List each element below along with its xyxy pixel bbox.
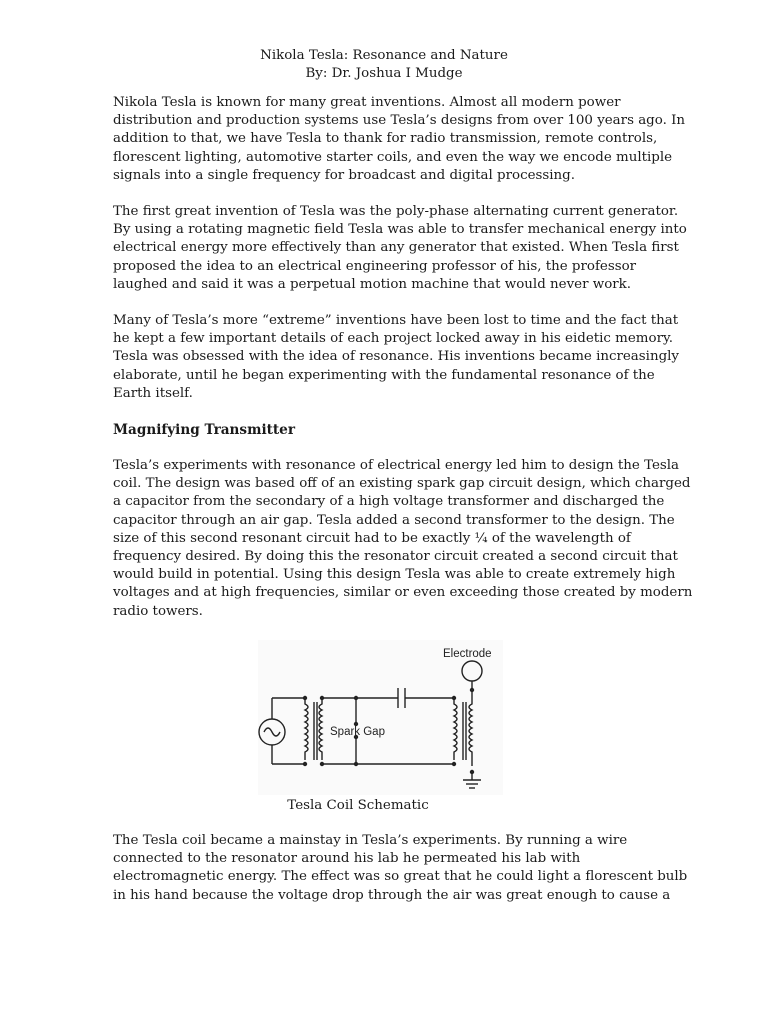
tesla-primary-coil (454, 698, 457, 760)
text-line: By using a rotating magnetic field Tesla was able to transfer mechanical energy into (113, 222, 687, 238)
text-line: capacitor through an air gap. Tesla added a second transformer to the design. The (113, 512, 675, 528)
text-line: Tesla was obsessed with the idea of resonance. His inventions became increasingly (113, 349, 679, 365)
text-line: Nikola Tesla is known for many great inventions. Almost all modern power (113, 95, 621, 110)
electrode-label: Electrode (443, 648, 492, 660)
transformer-primary-coil (305, 698, 308, 760)
paragraph-generator (113, 203, 687, 294)
text-line: coil. The design was based off of an existing spark gap circuit design, which charged (113, 476, 691, 492)
text-line: a capacitor from the secondary of a high voltage transformer and discharged the (113, 494, 665, 510)
electrode-icon (462, 661, 482, 681)
text-line: proposed the idea to an electrical engineering professor of his, the professor (113, 258, 637, 274)
paragraph-resonance (113, 312, 679, 403)
paragraph-magnifying-transmitter (113, 457, 693, 621)
text-line: voltages and at high frequencies, similar or even exceeding those created by modern (113, 585, 693, 601)
text-line: florescent lighting, automotive starter coils, and even the way we encode multiple (113, 149, 673, 165)
figure-caption: Tesla Coil Schematic (287, 798, 429, 813)
document-title: Nikola Tesla: Resonance and Nature (260, 48, 508, 63)
text-line: electromagnetic energy. The effect was so great that he could light a florescent bulb (113, 869, 688, 885)
text-line: radio towers. (113, 603, 203, 619)
text-line: in his hand because the voltage drop through the air was great enough to cause a (113, 887, 671, 903)
paragraph-intro (113, 94, 686, 185)
text-line: addition to that, we have Tesla to thank for radio transmission, remote controls, (113, 131, 658, 147)
text-line: Earth itself. (113, 385, 193, 401)
document-byline: By: Dr. Joshua I Mudge (305, 66, 463, 81)
section-heading: Magnifying Transmitter (113, 422, 295, 438)
tesla-coil-schematic (258, 640, 503, 795)
text-line: distribution and production systems use Tesla’s designs from over 100 years ago. In (113, 113, 686, 129)
text-line: Tesla’s experiments with resonance of electrical energy led him to design the Tesla (113, 458, 680, 473)
text-line: would build in potential. Using this design Tesla was able to create extremely high (113, 567, 676, 583)
sine-wave-icon (264, 728, 280, 736)
text-line: he kept a few important details of each project locked away in his eidetic memory. (113, 331, 674, 347)
text-line: size of this second resonant circuit had to be exactly ¼ of the wavelength of (113, 530, 631, 546)
title-block (0, 47, 768, 83)
spark-gap-label: Spark Gap (330, 726, 385, 738)
tesla-secondary-coil (469, 690, 472, 766)
schematic-diagram (258, 640, 503, 795)
text-line: connected to the resonator around his lab he permeated his lab with (113, 851, 581, 867)
text-line: Many of Tesla’s more “extreme” inventions have been lost to time and the fact that (113, 313, 679, 328)
text-line: signals into a single frequency for broadcast and digital processing. (113, 167, 575, 183)
paragraph-closing (113, 832, 688, 905)
text-line: elaborate, until he began experimenting with the fundamental resonance of the (113, 367, 655, 383)
text-line: laughed and said it was a perpetual motion machine that would never work. (113, 276, 632, 292)
text-line: electrical energy more effectively than any generator that existed. When Tesla first (113, 240, 679, 256)
text-line: The Tesla coil became a mainstay in Tesla’s experiments. By running a wire (113, 833, 628, 848)
text-line: The first great invention of Tesla was the poly-phase alternating current generator. (113, 204, 679, 219)
transformer-secondary-coil (319, 698, 322, 760)
text-line: frequency desired. By doing this the resonator circuit created a second circuit that (113, 549, 678, 565)
